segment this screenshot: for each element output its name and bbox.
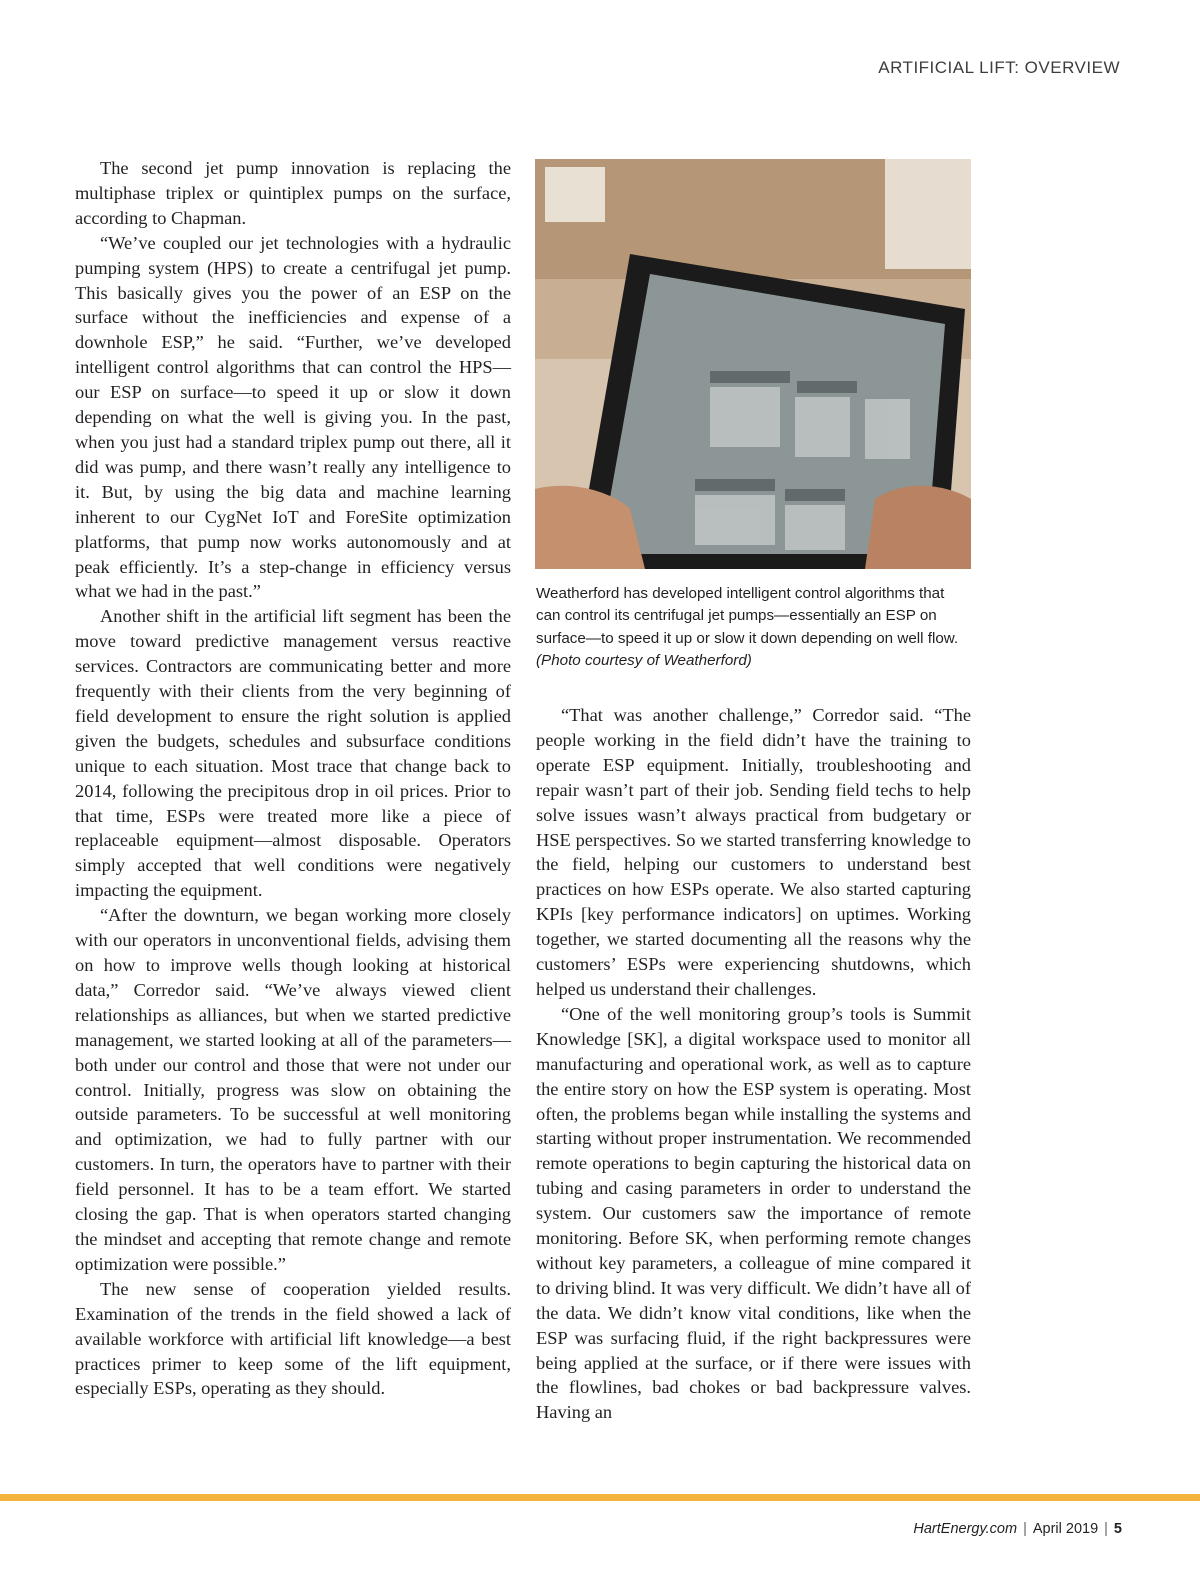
caption-credit: (Photo courtesy of Weatherford) [536,651,752,669]
page-number: 5 [1113,1521,1122,1537]
paragraph: “One of the well monitoring group’s tools is Summit Knowledge [SK], a digital workspace used to monitor all manufacturing and operational work, as well as to capture the entire story on how the ESP system is operating. Most often, the problems began while installing the systems and starting without proper instrumentation. We recommended remote operations to begin capturing the historical data on tubing and casing parameters in order to understand the system. Our customers saw the importance of remote monitoring. Before SK, when performing remote changes without key parameters, a colleague of mine compared it to driving blind. It was very difficult. We didn’t have all of the data. We didn’t know vital conditions, like when the ESP was surfacing fluid, if the right backpressures were being applied at the surface, or if there were issues with the flowlines, bad chokes or bad backpressure valves. Having an [536,1003,971,1423]
running-header [878,58,1120,78]
paragraph: “We’ve coupled our jet technologies with a hydraulic pumping system (HPS) to create a centrifugal jet pump. This basically gives you the power of an ESP on the surface without the inefficiencies and expense of a downhole ESP,” he said. “Further, we’ve developed intelligent control algorithms that can control the HPS—our ESP on surface—to speed it up or slow it down depending on what the well is giving you. In the past, when you just had a standard triplex pump out there, all it did was pump, and there wasn’t really any intelligence to it. But, by using the big data and machine learning inherent to our CygNet IoT and ForeSite optimization platforms, that pump now works autonomously and at peak efficiently. It’s a step-change in efficiency versus what we had in the past.” [75,232,511,602]
footer-site: HartEnergy.com [913,1521,1018,1537]
paragraph: “That was another challenge,” Corredor said. “The people working in the field didn’t have the training to operate ESP equipment. Initially, troubleshooting and repair wasn’t part of their job. Sending field techs to help solve issues wasn’t always practical from budgetary or HSE perspectives. So we started transferring knowledge to the field, helping our customers to understand best practices on how ESPs operate. We also started capturing KPIs [key performance indicators] on uptimes. Working together, we started documenting all the reasons why the customers’ ESPs were experiencing shutdowns, which helped us understand their challenges. [536,705,971,999]
tablet-illustration [535,159,971,569]
paragraph: “After the downturn, we began working more closely with our operators in unconventional fields, advising them on how to improve wells though looking at historical data,” Corredor said. “We’ve always viewed client relationships as alliances, but when we started predictive management, we started looking at all of the parameters—both under our control and those that were not under our control. Initially, progress was slow on obtaining the outside parameters. To be successful at well monitoring and optimization, we had to fully partner with our customers. In turn, the operators have to partner with their field personnel. It has to be a team effort. We started closing the gap. That is when operators started changing the mindset and accepting that remote change and remote optimization were possible.” [75,905,511,1274]
paragraph: Another shift in the artificial lift segment has been the move toward predictive management versus reactive services. Contractors are communicating better and more frequently with their clients from the very beginning of field development to ensure the right solution is applied given the budgets, schedules and subsurface conditions unique to each situation. Most trace that change back to 2014, following the precipitous drop in oil prices. Prior to that time, ESPs were treated more like a piece of replaceable equipment—almost disposable. Operators simply accepted that well conditions were negatively impacting the equipment. [75,606,511,901]
photo-caption [536,583,972,672]
footer-separator: | [1104,1521,1108,1537]
caption-text: Weatherford has developed intelligent control algorithms that can control its centrifugal jet pumps—essentially an ESP on surface—to speed it up or slow it down depending on well flow. [536,585,959,647]
paragraph: The second jet pump innovation is replacing the multiphase triplex or quintiplex pumps on the surface, according to Chapman. [75,158,511,228]
footer-issue: April 2019 [1032,1521,1099,1537]
footer-accent-rule [0,1494,1200,1501]
right-text-column [536,703,971,1425]
left-text-column [75,156,511,1401]
page-footer [913,1521,1122,1537]
paragraph: The new sense of cooperation yielded results. Examination of the trends in the field showed a lack of available workforce with artificial lift knowledge—a best practices primer to keep some of the lift equipment, especially ESPs, operating as they should. [75,1278,511,1399]
header-section: ARTIFICIAL LIFT: [878,58,1020,77]
header-topic: OVERVIEW [1019,58,1120,77]
footer-separator: | [1023,1521,1027,1537]
tablet-photo [535,159,971,569]
